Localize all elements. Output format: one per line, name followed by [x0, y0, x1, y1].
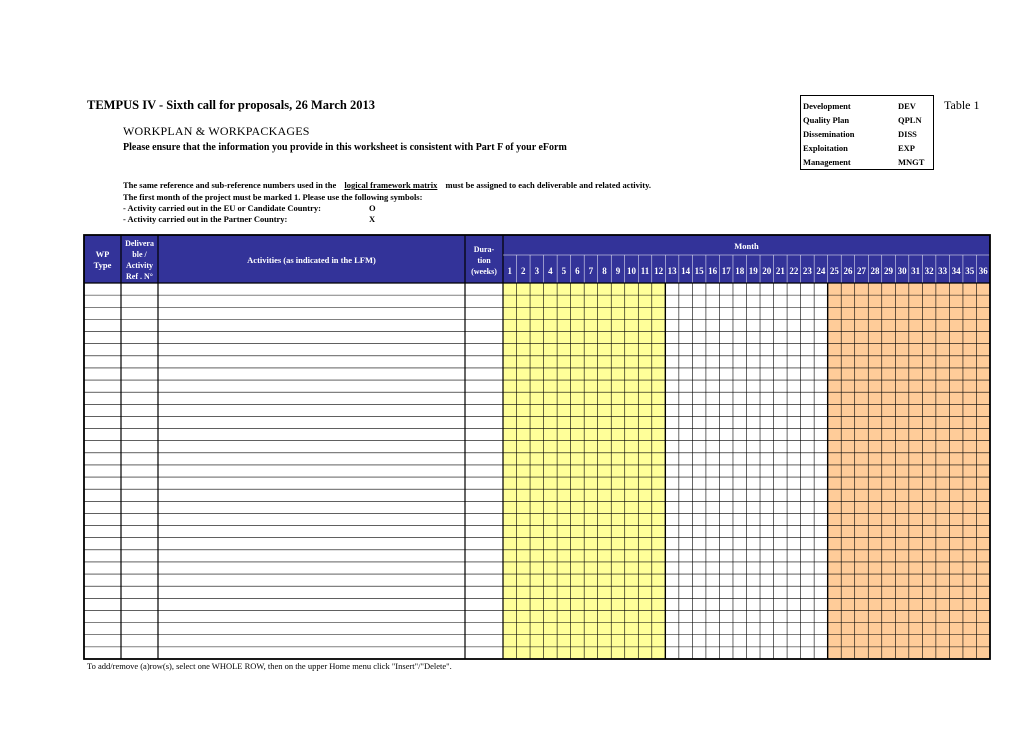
section-title: WORKPLAN & WORKPACKAGES [123, 124, 310, 138]
month-number: 18 [735, 266, 745, 276]
table-label: Table 1 [944, 98, 980, 112]
month-number: 25 [829, 266, 839, 276]
month-number: 12 [654, 266, 664, 276]
month-number: 28 [870, 266, 880, 276]
col-header-deliverable: Activity [125, 261, 154, 270]
month-number: 5 [561, 266, 567, 276]
page-title: TEMPUS IV - Sixth call for proposals, 26 March 2013 [87, 98, 375, 112]
month-number: 14 [681, 266, 691, 276]
legend-code: QPLN [898, 115, 922, 125]
legend-code: DISS [898, 129, 917, 139]
month-number: 32 [924, 266, 934, 276]
legend-name: Quality Plan [803, 115, 850, 125]
ref-text-before: The same reference and sub-reference numbers used in the [123, 180, 337, 190]
month-number: 10 [627, 266, 637, 276]
col-header-deliverable: ble / [132, 250, 147, 259]
month-number: 15 [694, 266, 704, 276]
col-header-duration: Dura- [473, 245, 495, 254]
lfm-link[interactable]: logical framework matrix [344, 180, 438, 190]
month-number: 13 [667, 266, 677, 276]
month-number: 26 [843, 266, 853, 276]
month-number: 23 [802, 266, 812, 276]
legend-name: Exploitation [803, 143, 848, 153]
month-header-label: Month [734, 241, 759, 251]
month-number: 27 [856, 266, 866, 276]
legend-name: Development [803, 101, 851, 111]
month-number: 1 [507, 266, 513, 276]
ref-text-after: must be assigned to each deliverable and related activity. [445, 180, 652, 190]
month-number: 35 [965, 266, 975, 276]
col-header-deliverable: Ref . N° [126, 272, 153, 281]
month-number: 36 [978, 266, 988, 276]
month-number: 6 [575, 266, 580, 276]
partner-symbol-label: - Activity carried out in the Partner Country: [123, 214, 288, 224]
month-number: 30 [897, 266, 907, 276]
legend-name: Dissemination [803, 129, 855, 139]
col-header-deliverable: Delivera [125, 239, 154, 248]
first-month-instruction: The first month of the project must be marked 1. Please use the following symbols: [123, 192, 423, 202]
col-header-activities: Activities (as indicated in the LFM) [247, 255, 376, 265]
footer-note: To add/remove (a)row(s), select one WHOLE ROW, then on the upper Home menu click "Insert"/"Delete". [87, 661, 452, 671]
legend-code: EXP [898, 143, 915, 153]
month-number: 31 [911, 266, 921, 276]
eu-symbol: O [369, 203, 376, 213]
legend-code: MNGT [898, 157, 925, 167]
col-header-duration: (weeks) [471, 267, 497, 276]
month-number: 29 [884, 266, 894, 276]
consistency-notice: Please ensure that the information you provide in this worksheet is consistent with Part F of your eForm [123, 142, 567, 153]
col-header-duration: tion [477, 256, 491, 265]
month-number: 11 [640, 266, 650, 276]
month-number: 17 [721, 266, 731, 276]
legend-name: Management [803, 157, 851, 167]
month-number: 7 [588, 266, 594, 276]
month-number: 33 [938, 266, 948, 276]
month-number: 34 [951, 266, 961, 276]
month-number: 3 [534, 266, 540, 276]
month-number: 24 [816, 266, 826, 276]
eu-symbol-label: - Activity carried out in the EU or Candidate Country: [123, 203, 321, 213]
month-number: 20 [762, 266, 772, 276]
partner-symbol: X [369, 214, 376, 224]
month-number: 22 [789, 266, 799, 276]
body-text-columns [84, 283, 503, 659]
month-number: 9 [615, 266, 621, 276]
col-header-wp: Type [93, 260, 112, 270]
month-number: 4 [548, 266, 553, 276]
month-number: 21 [775, 266, 785, 276]
legend-code: DEV [898, 101, 916, 111]
month-number: 2 [521, 266, 526, 276]
month-number: 19 [748, 266, 758, 276]
month-number: 16 [708, 266, 718, 276]
month-number: 8 [602, 266, 607, 276]
col-header-wp: WP [95, 249, 110, 259]
